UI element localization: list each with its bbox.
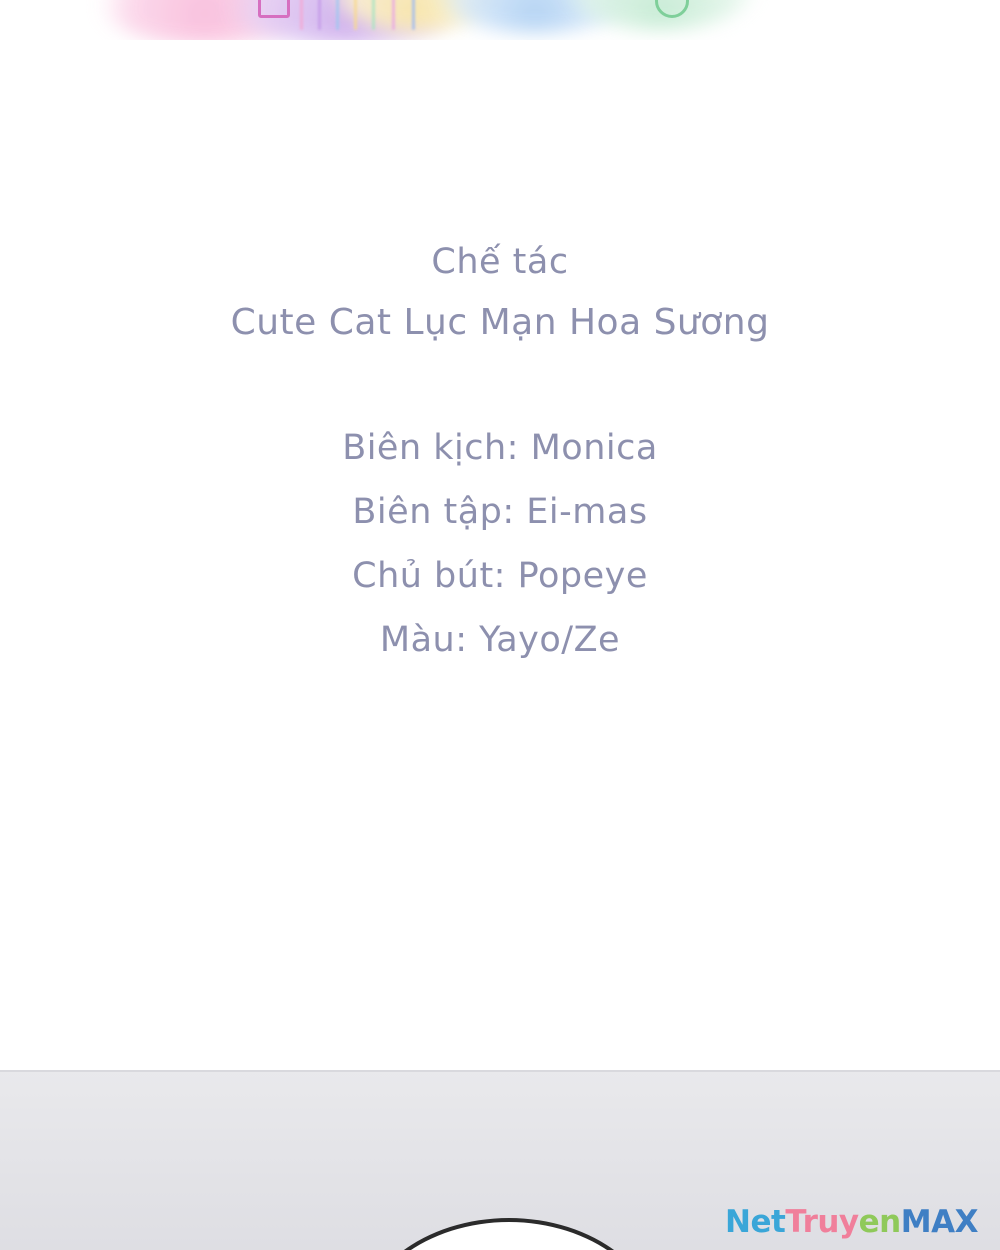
- credits-staff-writer: Biên kịch: Monica: [342, 428, 658, 468]
- decor-streak: [336, 0, 339, 30]
- decor-streak: [372, 0, 375, 30]
- credits-production-label: Chế tác: [431, 242, 569, 282]
- credits-studio-name: Cute Cat Lục Mạn Hoa Sương: [230, 302, 770, 343]
- watermark-part-net: Net: [725, 1204, 786, 1240]
- credits-staff-color: Màu: Yayo/Ze: [379, 620, 621, 660]
- site-watermark: [725, 1204, 978, 1240]
- credits-spacer: [0, 354, 1000, 416]
- decor-streak: [300, 0, 303, 30]
- decor-streak: [392, 0, 395, 30]
- watermark-part-en: en: [858, 1204, 901, 1240]
- decor-streak: [318, 0, 321, 30]
- credits-block: [0, 232, 1000, 672]
- watermark-part-max: MAX: [900, 1204, 978, 1240]
- decor-streak: [412, 0, 415, 30]
- credits-staff-editor: Biên tập: Ei-mas: [352, 492, 648, 532]
- top-artwork-strip: [0, 0, 1000, 40]
- panel-divider: [0, 1070, 1000, 1072]
- credits-staff-chief: Chủ bút: Popeye: [352, 556, 648, 596]
- decor-streak: [354, 0, 357, 30]
- watermark-part-truy: Truy: [785, 1204, 859, 1240]
- character-head-outline: [355, 1218, 663, 1250]
- decor-square-outline-icon: [258, 0, 290, 18]
